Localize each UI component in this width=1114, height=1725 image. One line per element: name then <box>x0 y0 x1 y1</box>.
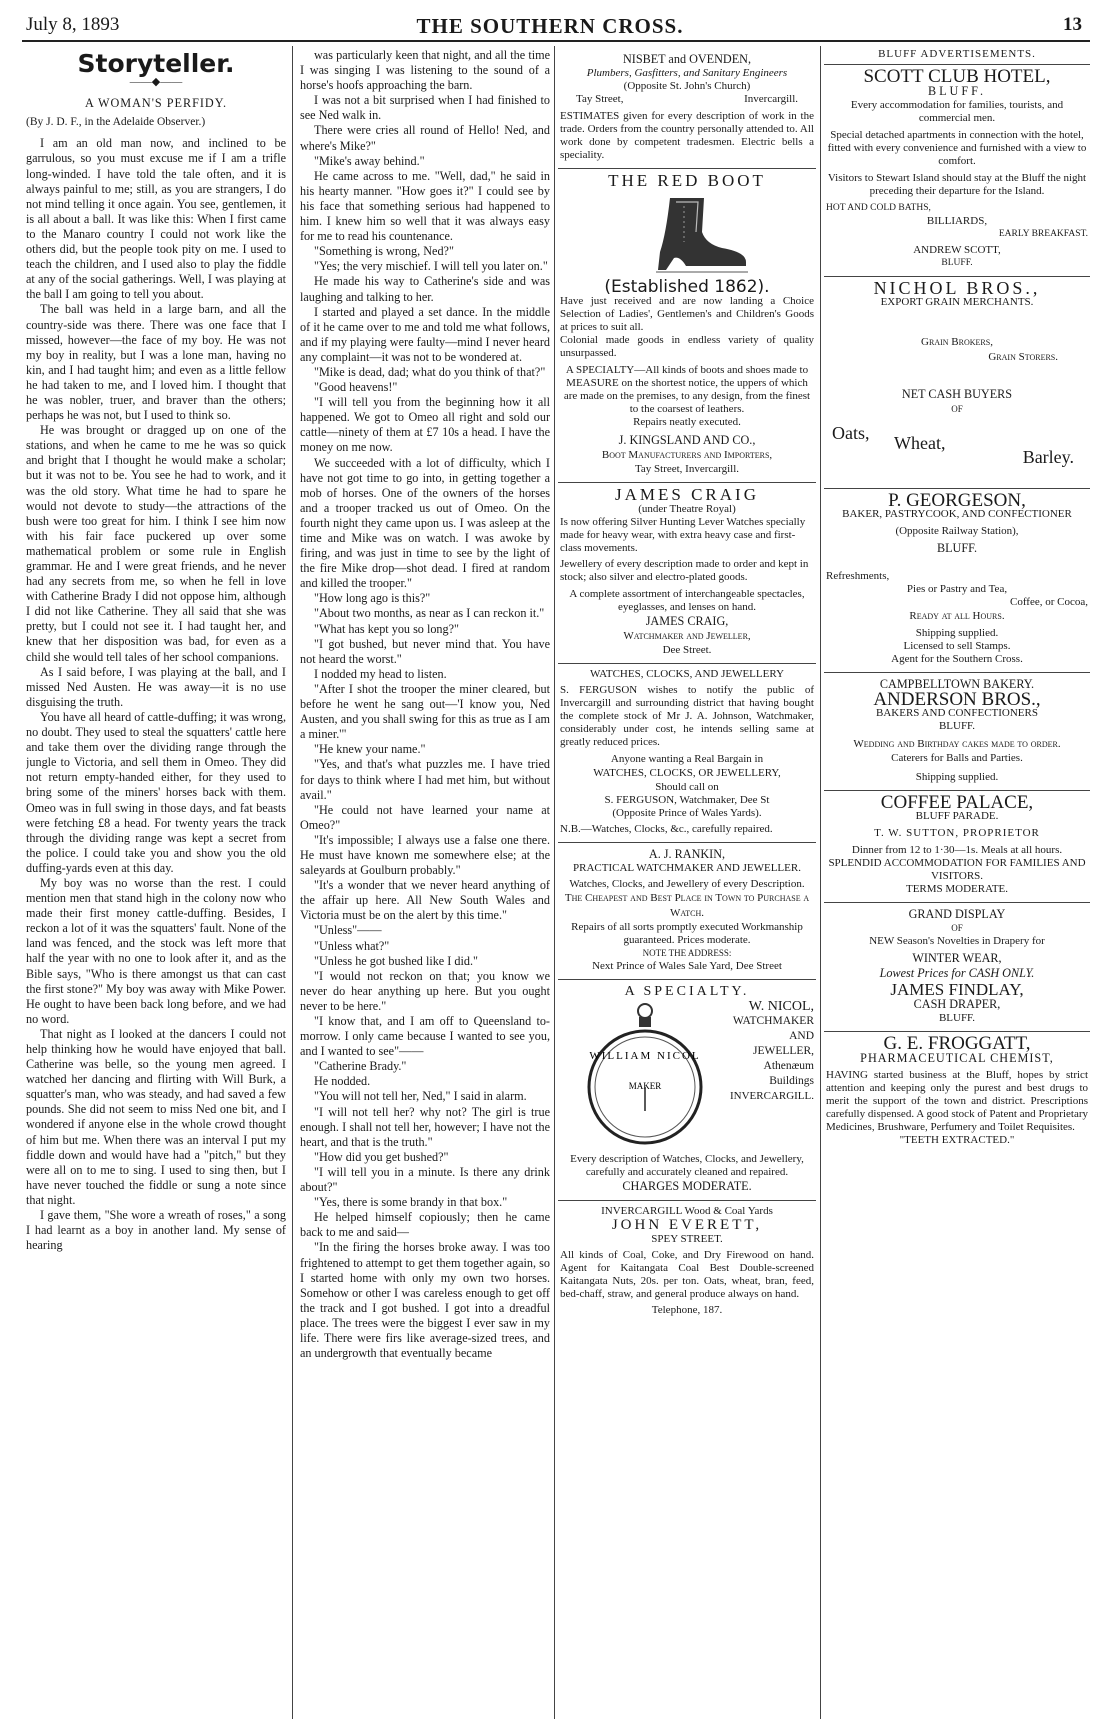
paragraph: You have all heard of cattle-duffing; it was wrong, no doubt. They used to steal the squatters' cattle here and take them over the dividing range through the jungle to Victoria, and sell them in Omeo. They did not return empty-handed either, for they used to bring some of the miners' horses back with them. Omeo was in full swing in those days, and fat beasts were fetching £8 a head. For twenty years the track through the dividing range was kept a secret from the police. I could take you and show you the old duffing-yards even at this day. <box>26 709 286 875</box>
firm-trade: Plumbers, Gasfitters, and Sanitary Engineers <box>586 67 788 80</box>
trade-line: AND <box>789 1030 814 1043</box>
paragraph: "He could not have learned your name at Omeo?" <box>300 802 550 832</box>
firm-trade: Boot Manufacturers and Importers, <box>601 449 773 462</box>
trade-line: Athenæum <box>763 1060 814 1073</box>
paragraph: "Yes; the very mischief. I will tell you later on." <box>314 259 548 274</box>
paragraph: I started and played a set dance. In the middle of it he came over to me and told me what follows, and if my playing were faulty—mind I never heard any complaint—it was not to be wondered at. <box>300 304 550 364</box>
firm-location: (Opposite St. John's Church) <box>623 80 751 93</box>
paragraph: I am an old man now, and inclined to be garrulous, so you must excuse me if I am a trifle long-winded. I have told the tale often, and it is always painful to me; still, as you are strangers, I do not mind telling it once again. You see, gentlemen, it is all about a ball. It was like this: When I first came to the Manaro country I could not work like the others did, but the people took pity on me. I used to teach the children, and I used also to play the fiddle at any of the social gatherings. Well, I was playing at the ball I am going to tell you about. <box>26 136 286 302</box>
ad-body: A complete assortment of interchangeable spectacles, eyeglasses, and lenses on hand. <box>569 587 805 613</box>
anderson-bros-ad <box>824 673 1090 791</box>
ad-body: Watches, Clocks, and Jewellery of every Description. <box>569 877 805 890</box>
paragraph: My boy was no worse than the rest. I could mention men that stand high in the colony now who made their first money cattle-duffing. Besides, I reckon a lot of it was the squatters' fault. None of the land was fenced, and the stock was left more that half the year with no one to look after it, and as the Bible says, "Who is there amongst us that can cast the first stone?" My boy was away with Mike Power. He ought to have been back long before, and we had no word. <box>26 875 286 1026</box>
firm-location: (Opposite Railway Station), <box>895 524 1019 537</box>
firm-name: S. FERGUSON, Watchmaker, Dee St <box>604 793 770 806</box>
ad-title: G. E. FROGGATT, <box>883 1032 1031 1054</box>
ad-body: Grain Brokers, <box>921 336 993 349</box>
rankin-ad <box>558 843 816 980</box>
firm-trade: CASH DRAPER, <box>913 996 1001 1011</box>
ad-body: All kinds of Coal, Coke, and Dry Firewood on hand. Agent for Kaitangata Coal Best Double-screened Kaitangata Nuts, 20s. per ton. Oats, wheat, bran, feed, bed-chaff, straw, and general produce always on hand. <box>560 1249 814 1301</box>
ad-body: Licensed to sell Stamps. <box>903 639 1011 652</box>
paragraph: "I will not tell her? why not? The girl is true enough. I shall not tell her, however; I have not the heart, and that is the truth." <box>300 1104 550 1149</box>
ad-body: HAVING started business at the Bluff, hopes by strict attention and keeping only the purest and best drugs to merit the support of the town and district. Prescriptions carefully dispensed. A good stock of Patent and Proprietary Medicines, Brushware, Perfumery and Toilet Requisites. <box>826 1068 1088 1133</box>
ferguson-ad <box>558 664 816 843</box>
firm-location: Tay Street, Invercargill. <box>634 463 740 476</box>
paragraph: "Good heavens!" <box>314 380 398 395</box>
ad-body: Jewellery of every description made to order and kept in stock; also silver and electro-plated goods. <box>560 557 809 583</box>
paragraph: "I would not reckon on that; you know we never do hear anything up here. But you ought never to be here." <box>300 968 550 1013</box>
paragraph: There were cries all round of Hello! Ned, and where's Mike?" <box>300 123 550 153</box>
ad-body: S. FERGUSON wishes to notify the public of Invercargill and surrounding district that having bought the complete stock of Mr J. A. Johnson, Watchmaker, considerably under cost, he intends selling same at greatly reduced prices. <box>560 683 814 748</box>
byline: (By J. D. F., in the Adelaide Observer.) <box>26 116 206 129</box>
firm-name: JAMES FINDLAY, <box>890 979 1024 999</box>
ad-title: INVERCARGILL Wood & Coal Yards <box>601 1205 773 1218</box>
paragraph: "In the firing the horses broke away. I was too frightened to attempt to get them together again, so I started home with only my own two horses. Somehow or other I was careless enough to get off the track and I got bushed. I got into a dreadful place. The trees were the biggest I ever saw in my life. There were firs like average-sized trees, and an undergrowth that eventually became <box>300 1240 550 1361</box>
ad-body: Pies or Pastry and Tea, <box>906 582 1008 595</box>
firm-location: Next Prince of Wales Sale Yard, Dee Street <box>592 960 782 973</box>
paragraph: "I know that, and I am off to Queensland to-morrow. I only came because I wanted to see you, and I wanted to see"—— <box>300 1014 550 1059</box>
ad-title: ANDERSON BROS., <box>873 688 1041 710</box>
ad-body: Agent for the Southern Cross. <box>891 652 1023 665</box>
town: Invercargill. <box>744 93 798 106</box>
firm-name: JAMES CRAIG, <box>645 613 729 628</box>
issue-date: July 8, 1893 <box>26 14 120 35</box>
ad-body: Colonial made goods in endless variety of quality unsurpassed. <box>560 334 814 360</box>
ad-body: OF <box>951 403 963 414</box>
findlay-ad <box>824 903 1090 1031</box>
coffee-palace-ad <box>824 791 1090 903</box>
paragraph: "After I shot the trooper the miner cleared, but before he went he sang out—'I know you, Ned Austen, and you shall swing for this as true as I am a miner.'" <box>300 681 550 742</box>
firm-location: Dee Street. <box>662 643 712 656</box>
red-boot-ad <box>558 169 816 483</box>
trade-line: Buildings <box>769 1075 814 1088</box>
ad-title: THE RED BOOT <box>608 171 766 191</box>
ad-body: EARLY BREAKFAST. <box>998 229 1088 240</box>
ad-subtitle: BLUFF PARADE. <box>915 810 999 823</box>
everett-ad <box>558 1201 816 1321</box>
ad-body: Shipping supplied. <box>915 771 999 784</box>
ad-body: Visitors to Stewart Island should stay at the Bluff the night preceding their departure for the Island. <box>827 172 1087 198</box>
ad-title: JAMES CRAIG <box>615 485 759 505</box>
ad-title: COFFEE PALACE, <box>880 792 1034 814</box>
ad-body: The Cheapest and Best Place in Town to Purchase a Watch. <box>564 891 810 920</box>
paragraph: "About two months, as near as I can reckon it." <box>314 606 545 621</box>
ad-trade: BAKERS AND CONFECTIONERS <box>876 707 1038 720</box>
ad-heading: GRAND DISPLAY <box>908 907 1006 922</box>
paragraph: "How did you get bushed?" <box>314 1149 449 1164</box>
paragraph: "Catherine Brady." <box>314 1059 407 1074</box>
masthead <box>0 0 1114 44</box>
story-column-2 <box>300 48 550 1719</box>
town: BLUFF. <box>936 540 977 555</box>
paragraph: "How long ago is this?" <box>314 591 431 606</box>
paragraph: was particularly keen that night, and all the time I was singing I was listening to the sound of a horse's hoofs approaching the barn. <box>300 48 550 93</box>
georgeson-ad <box>824 489 1090 673</box>
grain-barley: Barley. <box>1022 446 1074 467</box>
section-heading: Storyteller. <box>77 49 235 78</box>
established: (Established 1862). <box>604 277 770 298</box>
ad-body: Anyone wanting a Real Bargain in <box>610 752 764 765</box>
town: BLUFF. <box>938 1011 976 1024</box>
paragraph: I gave them, "She wore a wreath of roses," a song I had learnt as a boy in another land. My sense of hearing <box>26 1208 286 1253</box>
trade-line: WATCHMAKER <box>732 1015 814 1028</box>
paragraph: He nodded. <box>314 1074 371 1089</box>
ad-trade: BAKER, PASTRYCOOK, AND CONFECTIONER <box>842 507 1072 520</box>
paragraph: "Unless what?" <box>314 938 390 953</box>
watch-face-text: WILLIAM NICOL <box>589 1050 701 1063</box>
owner-name: ANDREW SCOTT, <box>913 244 1001 257</box>
trade-line: JEWELLER, <box>753 1045 814 1058</box>
ad-footer: CHARGES MODERATE. <box>622 1179 752 1194</box>
paragraph: "It's impossible; I always use a false one there. He must have known me somewhere else; at the saleyards at Goulburn probably." <box>300 832 550 878</box>
ad-body: ESTIMATES given for every description of work in the trade. Orders from the country personally attended to. All work done by competent tradesmen. Electric bells a speciality. <box>560 110 814 162</box>
paragraph: That night as I looked at the dancers I could not help thinking how he would have enjoyed that ball. Catherine was belle, so the young men agreed. I watched her dancing and flirting with Will Burk, a squatter's man, who was steady, and had saved a few pounds. She did not seem to miss Ned one bit, and I wondered if anyone else in the whole crowd thought of him but me. When there was an interval I put my fiddle down and would have had a "pitch," but they were all on to me to sing. I used to sing then, but I have never touched the fiddle or sung a note since that night. <box>26 1026 286 1207</box>
firm-name: W. NICOL, <box>748 999 814 1015</box>
firm-location: SPEY STREET. <box>651 1233 723 1246</box>
firm-trade: Watchmaker and Jeweller, <box>623 629 751 642</box>
ad-body: "TEETH EXTRACTED." <box>899 1133 1015 1146</box>
ad-body: NEW Season's Novelties in Drapery for <box>869 935 1045 948</box>
town: BLUFF. <box>938 720 976 733</box>
ad-body: Have just received and are now landing a Choice Selection of Ladies', Gentlemen's and Children's Goods at prices to suit all. <box>560 295 814 334</box>
paragraph: "Yes, there is some brandy in that box." <box>314 1195 508 1210</box>
telephone: Telephone, 187. <box>651 1304 723 1317</box>
ad-body: NET CASH BUYERS <box>901 387 1013 402</box>
firm-name: NISBET and OVENDEN, <box>622 52 752 66</box>
watch-maker-label: MAKER <box>628 1081 662 1092</box>
paragraph: The ball was held in a large barn, and all the country-side was there. There was one face that I missed, however—the face of my boy. He was not my boy in reality, but I was a lone man, having no kin, and I had taught him; and even as a little fellow he had taken to me, and I loved him. I thought that he was nobler, truer, and braver than the others; perhaps he was not, but I used to think so. <box>26 302 286 423</box>
ad-body: Ready at all Hours. <box>909 609 1005 622</box>
firm-name: J. KINGSLAND AND CO., <box>618 433 756 448</box>
ad-trade: PHARMACEUTICAL CHEMIST, <box>860 1050 1054 1065</box>
ad-subtitle: EXPORT GRAIN MERCHANTS. <box>880 296 1034 309</box>
ad-body: BILLIARDS, <box>926 215 988 228</box>
ad-body: Grain Storers. <box>988 351 1058 364</box>
ads-column-4 <box>824 48 1090 1719</box>
ad-body: Every accommodation for families, tourists, and commercial men. <box>850 99 1064 125</box>
paragraph: "Unless"—— <box>314 923 382 938</box>
ad-body: A SPECIALTY—All kinds of boots and shoes made to MEASURE on the shortest notice, the uppers of which are made on the premises, to any design, from the finest to the coarsest of leathers. <box>563 364 811 416</box>
ad-heading-of: OF <box>951 923 963 934</box>
nisbet-ad <box>558 48 816 169</box>
james-craig-ad <box>558 483 816 663</box>
paragraph: He made his way to Catherine's side and was laughing and talking to her. <box>300 274 550 304</box>
paragraph: We succeeded with a lot of difficulty, which I have not got time to go into, in getting together a mob of horses. One of the owners of the horses and a trooper tracked us out of Omeo. On the fourth night they came upon us. I was asleep at the time and Mike was on watch. I was awoke by firing, and was just in time to see by the light of the fire Mike drop—shot dead. I fired at random and killed the trooper." <box>300 455 550 591</box>
firm-name: JOHN EVERETT, <box>611 1217 763 1234</box>
ad-body: Repairs of all sorts promptly executed Workmanship guaranteed. Prices moderate. <box>571 921 803 947</box>
page-number: 13 <box>1063 14 1082 35</box>
paragraph: He was brought or dragged up on one of the stations, and when he came to me he was so quick and bright that I thought he would make a scholar; but it was not to be. You see he had to work, and it was the old story. What time he had to spare he would not devote to study—the attractions of the bush were too great for him. I think I see him now with his fair face puckered up over some mathematical problem or some rule in English grammar. He and I were great friends, and he never had any secrets from me, so when he fell in love with Catherine Brady I did not oppose him, although I did not like Catherine. They all said that she was pretty, but I could not see it. I had taught her, and knew that her disposition was bad, for even as a child she would tell tales of her school companions. <box>26 423 286 664</box>
ad-title: WATCHES, CLOCKS, AND JEWELLERY <box>589 667 785 680</box>
paragraph: "Something is wrong, Ned?" <box>314 244 454 259</box>
trade-line: INVERCARGILL. <box>729 1090 814 1103</box>
street: Tay Street, <box>576 93 624 106</box>
paragraph: "It's a wonder that we never heard anything of the affair up here. All New South Wales and Victoria must be on the alert by this time." <box>300 878 550 923</box>
ad-body: HOT AND COLD BATHS, <box>826 203 931 214</box>
ad-body: Shipping supplied. <box>915 626 999 639</box>
ad-body: Special detached apartments in connection with the hotel, fitted with every convenience and furnished with a view to comfort. <box>827 129 1087 168</box>
paragraph: I was not a bit surprised when I had finished to see Ned walk in. <box>300 93 550 123</box>
ad-body: Every description of Watches, Clocks, and Jewellery, carefully and accurately cleaned and repaired. <box>570 1153 804 1179</box>
grain-oats: Oats, <box>832 422 870 443</box>
ad-title: P. GEORGESON, <box>888 489 1026 511</box>
paragraph: He came across to me. "Well, dad," he said in his hearty manner. "How goes it?" I could see by his face that something serious had happened to him. I knew him so well that it was always easy for me to read his countenance. <box>300 168 550 244</box>
nichol-bros-ad <box>824 277 1090 488</box>
ad-body: Should call on <box>655 780 719 793</box>
ad-body: SPLENDID ACCOMMODATION FOR FAMILIES AND VISITORS. <box>828 857 1086 883</box>
firm-name: A. J. RANKIN, <box>648 846 726 861</box>
scott-hotel-ad <box>824 65 1090 277</box>
ad-title: SCOTT CLUB HOTEL, <box>863 66 1051 87</box>
owner-town: BLUFF. <box>941 258 973 269</box>
proprietor: T. W. SUTTON, PROPRIETOR <box>874 827 1040 840</box>
paragraph: "Unless he got bushed like I did." <box>314 953 478 968</box>
paragraph: "Mike's away behind." <box>314 153 425 168</box>
paragraph: "You will not tell her, Ned," I said in alarm. <box>314 1089 527 1104</box>
column-divider <box>554 46 555 1719</box>
ad-title: A SPECIALTY. <box>624 984 750 1000</box>
paragraph: As I said before, I was playing at the ball, and I missed Ned Austen. He was away—it is no use disguising the truth. <box>26 664 286 709</box>
paragraph: I nodded my head to listen. <box>314 666 447 681</box>
ad-body: Wedding and Birthday cakes made to order. <box>853 738 1061 751</box>
firm-trade: PRACTICAL WATCHMAKER AND JEWELLER. <box>573 861 801 874</box>
boot-icon <box>622 192 752 276</box>
ad-body: Is now offering Silver Hunting Lever Watches specially made for heavy wear, with extra heavy case and first-class movements. <box>560 515 806 554</box>
ad-body: Coffee, or Cocoa, <box>1010 595 1088 608</box>
grain-wheat: Wheat, <box>894 432 946 453</box>
ad-body: TERMS MODERATE. <box>905 883 1009 896</box>
paragraph: "He knew your name." <box>314 742 426 757</box>
ad-body: WINTER WEAR, <box>912 951 1002 966</box>
story-column-1 <box>26 48 286 1719</box>
section-heading: BLUFF ADVERTISEMENTS. <box>824 48 1090 65</box>
ad-subtitle: (under Theatre Royal) <box>638 502 736 515</box>
ad-body: NOTE THE ADDRESS: <box>642 948 732 959</box>
ad-body: Lowest Prices for CASH ONLY. <box>879 966 1035 981</box>
pocket-watch-icon <box>586 1001 704 1151</box>
firm-location: (Opposite Prince of Wales Yards). <box>612 806 762 819</box>
ad-body: N.B.—Watches, Clocks, &c., carefully repaired. <box>560 822 773 835</box>
ad-body: Dinner from 12 to 1·30—1s. Meals at all hours. <box>851 844 1063 857</box>
ad-heading: CAMPBELLTOWN BAKERY. <box>879 676 1035 691</box>
froggatt-ad <box>824 1032 1090 1151</box>
nicol-ad <box>558 980 816 1201</box>
paragraph: "Mike is dead, dad; what do you think of that?" <box>314 364 546 379</box>
story-title: A WOMAN'S PERFIDY. <box>85 96 227 111</box>
town: BLUFF. <box>927 84 986 99</box>
paragraph: He helped himself copiously; then he came back to me and said— <box>300 1210 550 1240</box>
ad-body: Refreshments, <box>826 569 890 582</box>
ads-column-3 <box>558 48 816 1719</box>
masthead-rule <box>22 40 1090 42</box>
paragraph: "What has kept you so long?" <box>314 621 460 636</box>
column-divider <box>820 46 821 1719</box>
ad-body: Repairs neatly executed. <box>633 416 741 429</box>
paragraph: "Yes, and that's what puzzles me. I have tried for days to think where I had met him, but without avail." <box>300 757 550 802</box>
column-divider <box>292 46 293 1719</box>
paragraph: "I will tell you in a minute. Is there any drink about?" <box>300 1164 550 1195</box>
ornament-divider: ——◆—— <box>129 76 183 89</box>
ad-body: WATCHES, CLOCKS, OR JEWELLERY, <box>593 766 781 779</box>
paragraph: "I got bushed, but never mind that. You have not heard the worst." <box>300 636 550 666</box>
ad-body: Caterers for Balls and Parties. <box>891 752 1023 765</box>
paragraph: "I will tell you from the beginning how it all happened. We got to Omeo all right and sold our cattle—ninety of them at £7 10s a head. I have the money on me now. <box>300 395 550 455</box>
ad-title: NICHOL BROS., <box>873 278 1041 299</box>
newspaper-title: THE SOUTHERN CROSS. <box>416 14 684 38</box>
